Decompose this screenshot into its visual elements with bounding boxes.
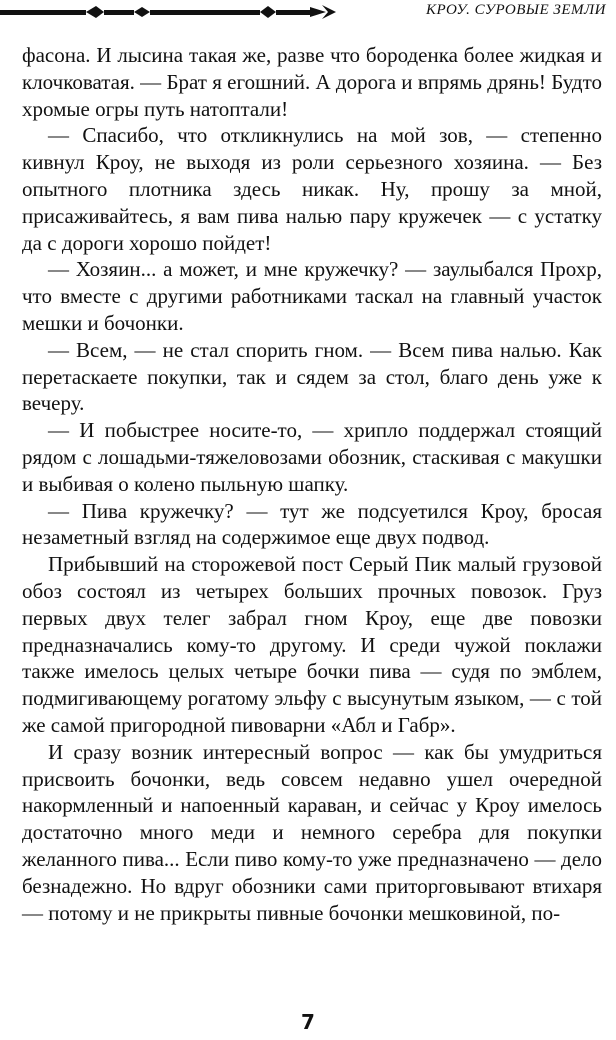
paragraph: — Всем, — не стал спорить гном. — Всем пива налью. Как перетаскаете покупки, так и сядем за стол, благо день уже к вечеру. <box>22 337 602 416</box>
paragraph: — Пива кружечку? — тут же подсуетился Кроу, бросая незаметный взгляд на содержимое еще двух подвод. <box>22 498 602 550</box>
paragraph: — Хозяин... а может, и мне кружечку? — заулыбался Прохр, что вместе с другими работниками таскал на главный участок мешки и бочонки. <box>22 257 602 335</box>
page-number: 7 <box>301 1010 315 1034</box>
paragraph: И сразу возник интересный вопрос — как бы умудриться присвоить бочонки, ведь совсем недавно ушел очередной накормленный и напоенный караван, и сейчас у Кроу имелось достаточно много меди и немного серебра для покупки желанного пива... Если пиво кому-то уже предназначено — дело безнадежно. Но вдруг обозники сами приторговывают втихаря — потому и не прикрыты пивные бочонки мешковиной, по- <box>22 739 602 925</box>
running-title: КРОУ. СУРОВЫЕ ЗЕМЛИ <box>426 2 606 18</box>
decorative-rule-icon <box>0 4 340 20</box>
body-text <box>22 42 602 926</box>
paragraph: — Спасибо, что откликнулись на мой зов, — степенно кивнул Кроу, не выходя из роли серьезного хозяина. — Без опытного плотника здесь никак. Ну, прошу за мной, присаживайтесь, я вам пива налью пару кружечек — с устатку да с дороги хорошо пойдет! <box>22 123 602 255</box>
paragraph: фасона. И лысина такая же, разве что бороденка более жидкая и клочковатая. — Брат я егошний. А дорога и впрямь дрянь! Будто хромые огры путь натоптали! <box>22 43 602 121</box>
paragraph: Прибывший на сторожевой пост Серый Пик малый грузовой обоз состоял из четырех больших прочных повозок. Груз первых двух телег забрал гном Кроу, еще две повозки предназначались кому-то другому. И среди чужой поклажи также имелось целых четыре бочки пива — судя по эмблем, подмигивающему рогатому эльфу с высунутым языком, — с той же самой пригородной пивоварни «Абл и Габр». <box>22 552 602 737</box>
paragraph: — И побыстрее носите-то, — хрипло поддержал стоящий рядом с лошадьми-тяжеловозами обозник, стаскивая с макушки и выбивая о колено пыльную шапку. <box>22 418 602 496</box>
page-header <box>0 0 616 30</box>
